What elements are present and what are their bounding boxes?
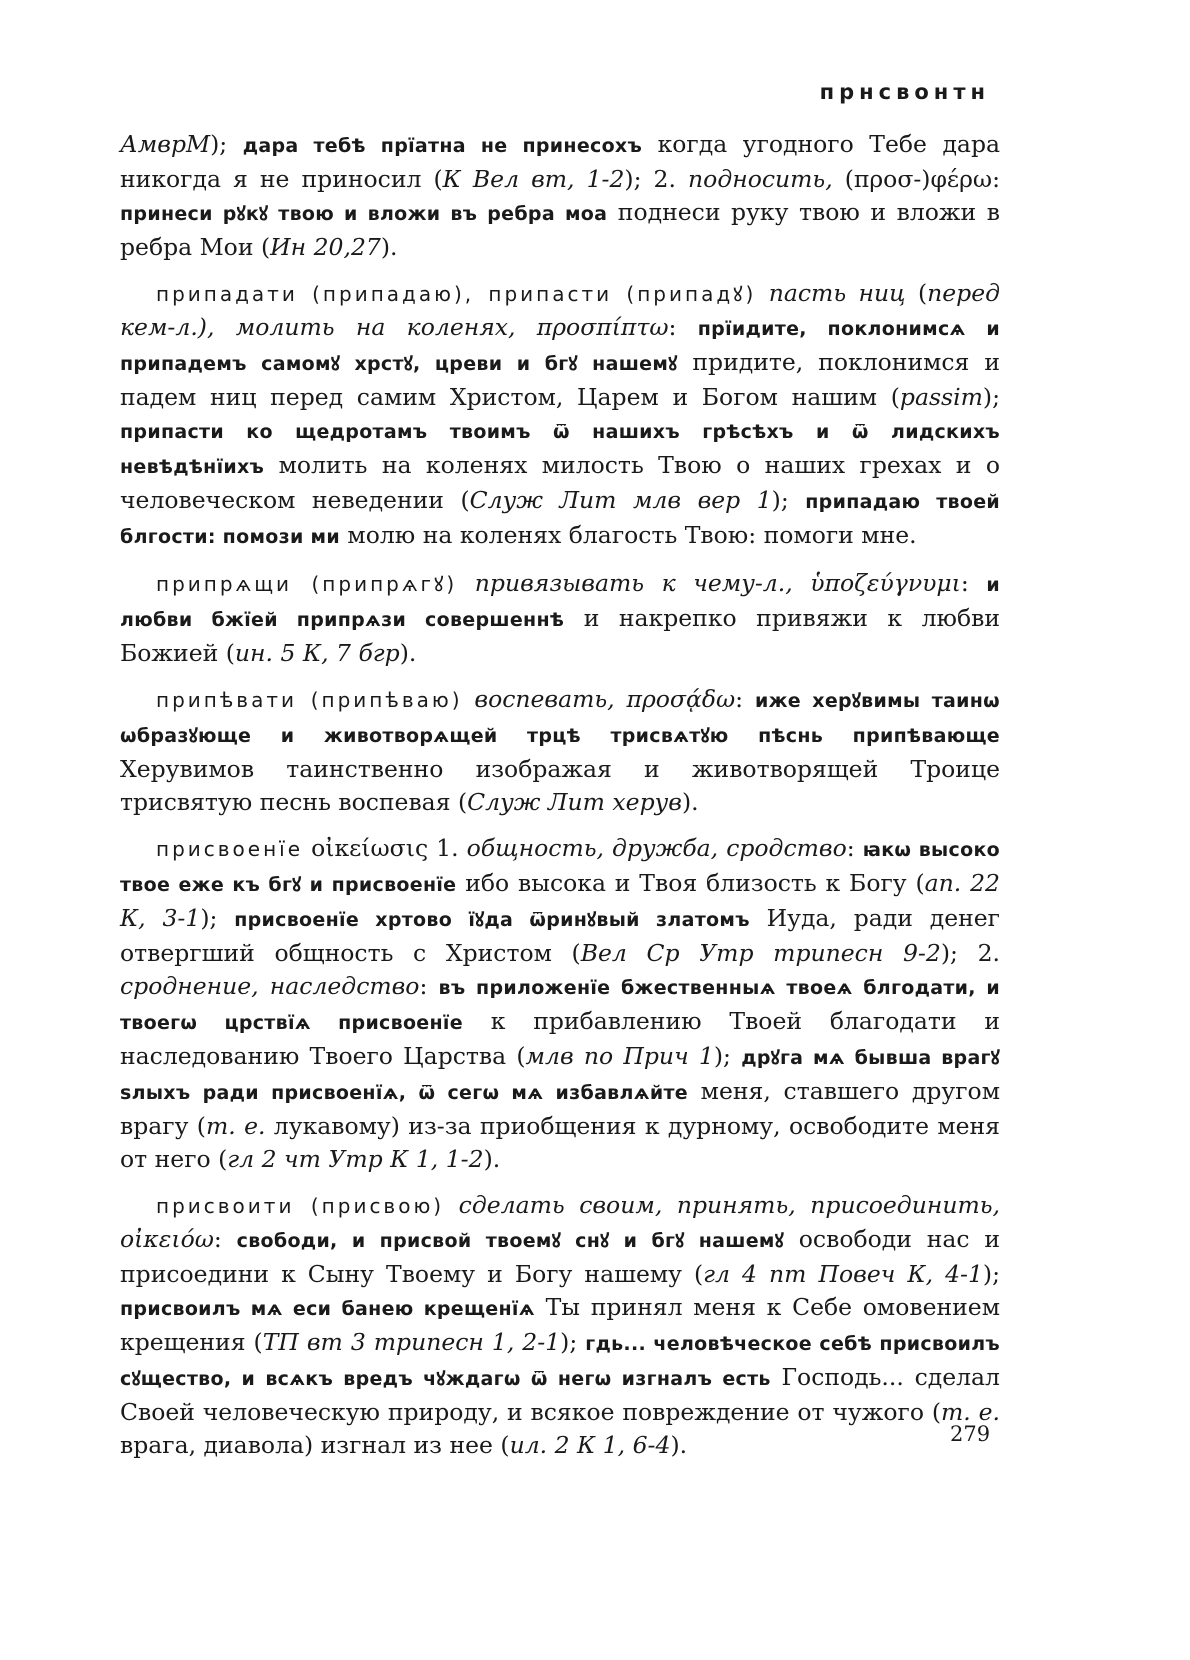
headword: припадати (припадаю), припасти (припадꙋ) [156,282,757,306]
church-slavonic-text: прїидите, поклонимсѧ и припадемъ самомꙋ хрстꙋ, цреви и бгꙋ нашемꙋ [120,318,1000,375]
running-head: прнсвонтн [819,80,990,104]
body-text: к прибавлению Твоей благодати и наследованию Твоего Царства ( [120,1007,1000,1070]
body-text: ). [399,639,417,667]
italic-text: Вел Ср Утр трипесн 9-2 [580,939,941,967]
church-slavonic-text: припадаю твоей блгости: помози ми [120,491,1001,548]
italic-text: общность, дружба, сродство [466,834,847,862]
italic-text: Служ Лит херув [467,788,682,816]
body-text: ). [681,788,699,816]
body-text: и накрепко привяжи к любви Божией ( [120,604,1000,667]
headword: припрѧщи (припрѧгꙋ) [156,572,458,596]
italic-text: ап. 22 К, 3-1 [120,869,1000,932]
italic-text: т. е. [941,1398,1000,1426]
church-slavonic-text: свободи, и присвой твоемꙋ снꙋ и бгꙋ нашемꙋ [236,1230,784,1252]
italic-text: пасть ниц [756,279,906,307]
entries-container [120,128,1000,1475]
body-text: придите, поклонимся и падем ниц перед самим Христом, Царем и Богом нашим ( [120,348,1000,411]
body-text: Херувимов таинственно изображая и животворящей Троице трисвятую песнь воспевая ( [120,755,1000,816]
church-slavonic-text: припасти ко щедротамъ твоимъ ѿ нашихъ грѣсѣхъ и ѿ лидскихъ невѣдѣнїихъ [120,421,1000,478]
italic-text: привязывать к чему-л., ὑποζεύγνυμι [457,569,961,597]
church-slavonic-text: ꙗкѡ высоко твое еже къ бгꙋ и присвоенїе [120,839,1001,896]
dictionary-entry [120,567,1000,670]
body-text: ); [771,486,806,514]
body-text: ); [200,904,235,932]
church-slavonic-text: принеси рꙋкꙋ твою и вложи въ ребра моа [120,203,608,225]
body-text: освободи нас и присоедини к Сыну Твоему и Богу нашему ( [120,1225,1000,1288]
italic-text: т. е. [205,1112,266,1140]
body-text: ); [982,383,1000,411]
body-text: : [846,834,863,862]
body-text: ибо высока и Твоя близость к Богу ( [456,869,925,897]
italic-text: млв по Прич 1 [525,1042,714,1070]
body-text: : [960,569,987,597]
italic-text: подносить, [688,165,833,193]
body-text: когда угодного Тебе дара никогда я не приносил ( [120,130,1000,193]
italic-text: ил. 2 К 1, 6-4 [509,1431,671,1459]
headword: присвоити (присвою) [156,1194,445,1218]
church-slavonic-text: присвоилъ мѧ еси банею крещенїѧ [120,1298,535,1320]
church-slavonic-text: дара тебѣ прїатна не принесохъ [242,135,643,157]
church-slavonic-text: иже херꙋвимы таинѡ ѡбразꙋюще и животворѧщей трцѣ трисвѧтꙋю пѣснь припѣвающе [120,690,1001,747]
body-text: ). [483,1145,501,1173]
italic-text: Ин 20,27 [270,233,381,261]
church-slavonic-text: и любви бжїей припрѧзи совершеннѣ [120,574,1000,631]
italic-text: сроднение, наследство [120,972,420,1000]
italic-text: ТП вт 3 трипесн 1, 2-1 [262,1328,561,1356]
body-text: : [735,685,755,713]
body-text: ). [670,1431,688,1459]
body-text: поднеси руку твою и вложи в ребра Мои ( [120,198,1000,261]
body-text: лукавому) из-за приобщения к дурному, освободите меня от него ( [120,1112,1001,1173]
body-text: Господь... сделал Своей человеческую природу, и всякое повреждение от чужого ( [120,1363,1000,1426]
body-text: ). [380,233,398,261]
body-text: ( [905,279,928,307]
body-text: ); 2. [940,939,1000,967]
body-text: молю на коленях благость Твою: помоги мне. [339,521,917,549]
italic-text: гл 4 пт Повеч К, 4-1 [703,1260,983,1288]
italic-text: воспевать, προσᾴδω [462,685,736,713]
dictionary-entry [120,832,1000,1176]
headword: припѣвати (припѣваю) [156,688,463,712]
body-text: ); [713,1042,742,1070]
italic-text: passim [899,383,983,411]
dictionary-entry [120,1189,1000,1462]
church-slavonic-text: присвоенїе хртово їꙋда ѿринꙋвый златомъ [234,909,750,931]
italic-text: К Вел вт, 1-2 [442,165,625,193]
headword: присвоенїе [156,837,304,861]
dictionary-entry [120,128,1000,264]
body-text: (προσ-)φέρω: [832,165,1000,193]
italic-text: сделать своим, принять, присоединить, οἰκειόω [120,1191,1001,1253]
italic-text: ин. 5 К, 7 бгр [234,639,400,667]
body-text: Иуда, ради денег отвергший общность с Христом ( [120,904,1000,967]
body-text: молить на коленях милость Твою о наших грехах и о человеческом неведении ( [120,451,1000,514]
church-slavonic-text: гдь... человѣческое себѣ присвоилъ сꙋщество, и всѧкъ вредъ чꙋждагѡ ѿ негѡ изгналъ есть [120,1333,1000,1390]
body-text: меня, ставшего другом врагу ( [120,1077,1000,1140]
body-text: : [419,972,439,1000]
body-text: ); [560,1328,586,1356]
dictionary-entry [120,683,1000,819]
italic-text: Служ Лит млв вер 1 [469,486,772,514]
body-text: врага, диавола) изгнал из нее ( [120,1431,510,1459]
italic-text: перед кем-л.), молить на коленях, προσπίπτω [120,279,1001,341]
italic-text: гл 2 чт Утр К 1, 1-2 [227,1145,484,1173]
church-slavonic-text: въ приложенїе бжественныѧ твоеѧ блгодати, и твоегѡ црствїѧ присвоенїе [120,977,1001,1034]
body-text: : [668,313,698,341]
dictionary-entry [120,277,1000,554]
body-text: Ты принял меня к Себе омовением крещения ( [120,1293,1000,1356]
body-text: ); [210,130,243,158]
italic-text: АмврМ [120,130,211,158]
body-text: : [213,1225,237,1253]
body-text: ); [982,1260,1001,1288]
body-text: οἰκείωσις 1. [303,834,467,862]
page-number: 279 [950,1422,991,1446]
church-slavonic-text: дрꙋга мѧ бывша врагꙋ ѕлыхъ ради присвоенїѧ, ѿ сегѡ мѧ избавлѧйте [120,1047,1000,1104]
body-text: ); 2. [624,165,689,193]
